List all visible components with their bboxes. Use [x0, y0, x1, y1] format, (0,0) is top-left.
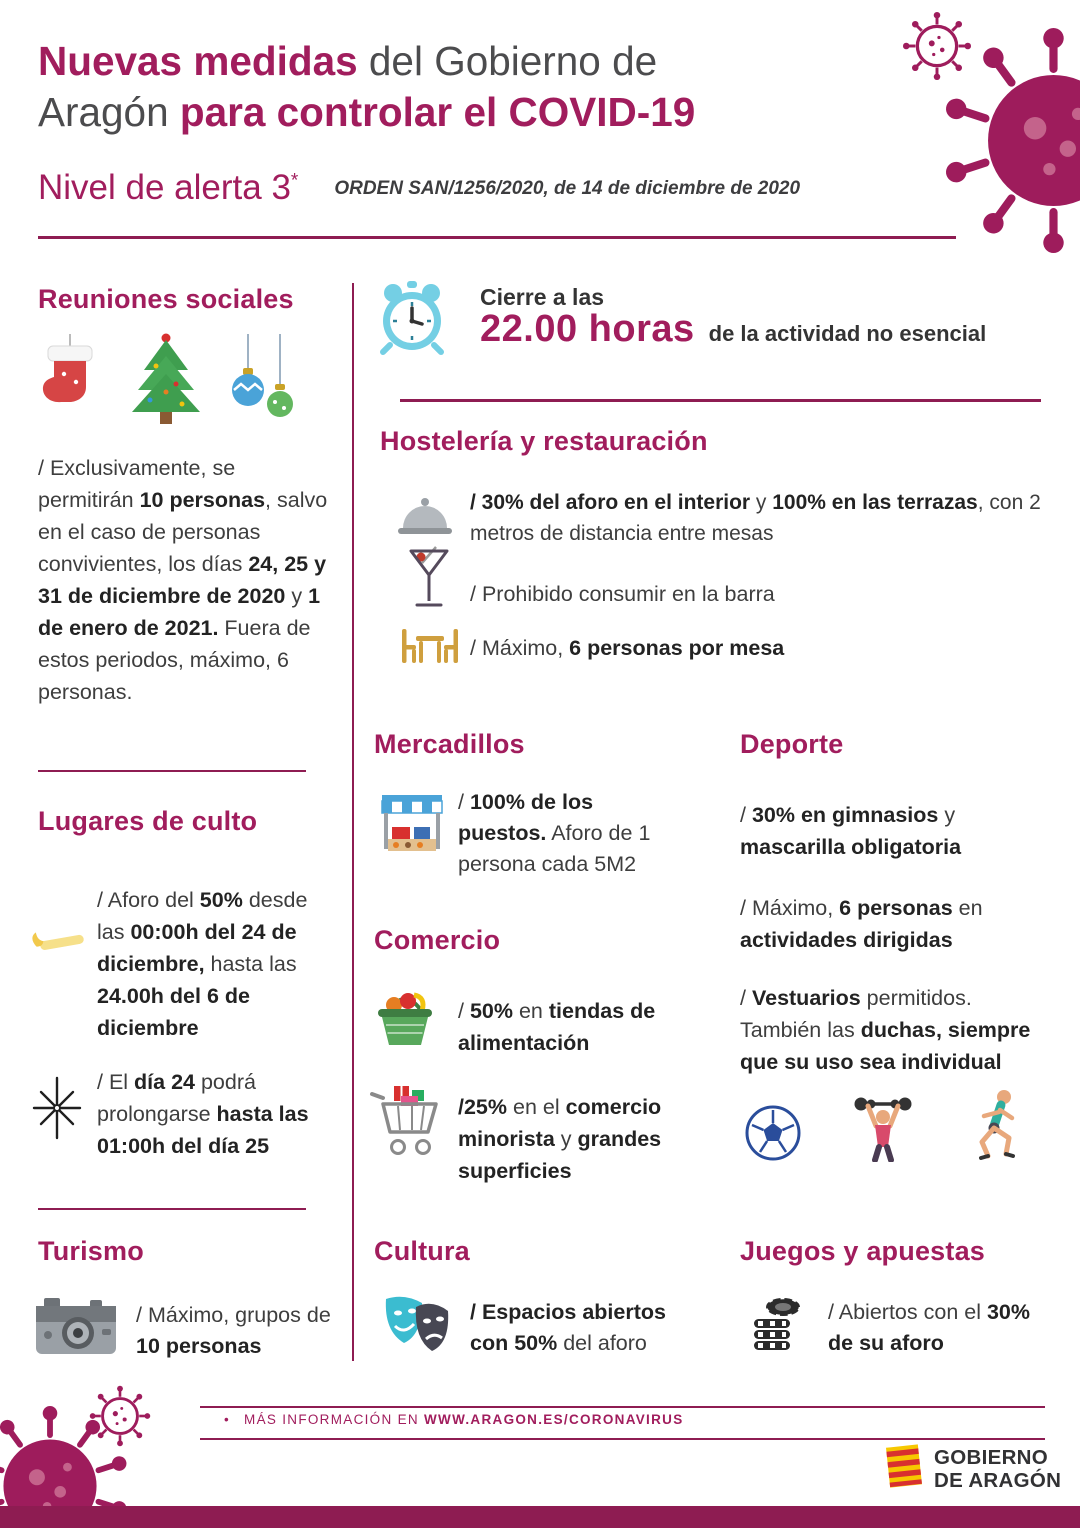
order-reference: ORDEN SAN/1256/2020, de 14 de diciembre de 2020: [334, 178, 801, 199]
section-title-deporte: Deporte: [740, 729, 844, 759]
top-divider: [400, 399, 1041, 402]
page-title-line2: Aragón para controlar el COVID-19: [38, 89, 696, 135]
camera-icon: [34, 1292, 118, 1363]
closing-time: 22.00 horas: [480, 308, 695, 350]
christmas-baubles-icon: [232, 334, 293, 417]
footer-info: [224, 1412, 684, 1427]
table-and-chairs-icon: [399, 627, 461, 672]
cocktail-glass-icon: [408, 545, 450, 616]
candle-icon: [24, 915, 88, 970]
culto-item-dia24: / El día 24 podrá prolongarse hasta las 01:00h del día 25: [97, 1070, 309, 1158]
comercio-item-minorista: /25% en el comercio minorista y grandes superficies: [458, 1095, 662, 1183]
section-title-juegos: Juegos y apuestas: [740, 1236, 986, 1266]
sport-icons-row: [744, 1088, 1022, 1167]
footer-bullet: •: [224, 1412, 231, 1427]
weight-lifter-icon: [848, 1090, 918, 1167]
reuniones-body-text: / Exclusivamente, se permitirán 10 personas, salvo en el caso de personas convivientes, los días 24, 25 y 31 de diciembre de 2020 y 1 de enero de 2021. Fuera de estos periodos, máximo, 6 personas.: [38, 456, 328, 704]
section-title-reuniones: Reuniones sociales: [38, 284, 294, 314]
section-title-turismo: Turismo: [38, 1236, 144, 1266]
left-divider-1: [38, 770, 306, 772]
aragon-flag-icon: [884, 1441, 924, 1496]
closing-suffix: de la actividad no esencial: [708, 321, 987, 346]
alert-level-row: [38, 168, 800, 208]
footer-divider-top: [200, 1406, 1045, 1408]
logo-line1: GOBIERNO: [934, 1445, 1049, 1469]
theater-masks-icon: [382, 1291, 454, 1360]
header-divider: [38, 236, 956, 239]
juegos-item: / Abiertos con el 30% de su aforo: [828, 1300, 1030, 1355]
culto-item-aforo: / Aforo del 50% desde las 00:00h del 24 de diciembre, hasta las 24.00h del 6 de diciembre: [97, 888, 308, 1040]
left-divider-2: [38, 1208, 306, 1210]
footer-info-prefix: MÁS INFORMACIÓN EN: [244, 1412, 419, 1427]
footer-info-url[interactable]: WWW.ARAGON.ES/CORONAVIRUS: [424, 1412, 684, 1427]
closing-intro: Cierre a las: [480, 284, 605, 310]
gobierno-aragon-logo: [884, 1441, 1061, 1496]
deporte-item-vestuarios: / Vestuarios permitidos. También las duchas, siempre que su uso sea individual: [740, 986, 1031, 1074]
deporte-item-actividades: / Máximo, 6 personas en actividades dirigidas: [740, 896, 983, 952]
vertical-divider: [352, 283, 354, 1361]
food-cloche-icon: [396, 492, 454, 545]
turismo-item: / Máximo, grupos de 10 personas: [136, 1303, 331, 1358]
page-title: [38, 36, 878, 138]
grocery-basket-icon: [372, 987, 438, 1056]
market-stall-icon: [380, 791, 444, 862]
section-title-hosteleria: Hostelería y restauración: [380, 426, 708, 456]
logo-text: [934, 1446, 1061, 1492]
alert-asterisk: *: [290, 170, 299, 192]
mercadillos-item: / 100% de los puestos. Aforo de 1 persona cada 5M2: [458, 790, 651, 876]
cultura-item: / Espacios abiertos con 50% del aforo: [470, 1300, 666, 1355]
footer-info-text: [244, 1412, 683, 1427]
shopping-cart-icon: [368, 1084, 442, 1169]
deporte-item-gimnasios: / 30% en gimnasios y mascarilla obligatoria: [740, 803, 962, 859]
christmas-icons: [32, 332, 300, 439]
section-title-cultura: Cultura: [374, 1236, 470, 1266]
closing-line: [480, 308, 986, 351]
casino-chips-icon: [746, 1291, 804, 1356]
hosteleria-item-mesa: / Máximo, 6 personas por mesa: [470, 636, 785, 660]
bottom-bar: [0, 1506, 1080, 1528]
hosteleria-item-aforo: / 30% del aforo en el interior y 100% en las terrazas, con 2 metros de distancia entre mesas: [470, 491, 1041, 545]
footer-divider-bottom: [200, 1438, 1045, 1440]
alarm-clock-icon: [374, 279, 450, 360]
alert-level-label: Nivel de alerta 3*: [38, 168, 299, 207]
section-title-culto: Lugares de culto: [38, 806, 258, 836]
section-title-comercio: Comercio: [374, 925, 501, 955]
coronavirus-icon: [893, 0, 1080, 255]
christmas-stocking-icon: [43, 334, 92, 402]
page-title-line1: Nuevas medidas del Gobierno de: [38, 38, 658, 84]
logo-line2: DE ARAGÓN: [934, 1468, 1062, 1492]
star-icon: [28, 1076, 86, 1145]
comercio-item-alimentacion: / 50% en tiendas de alimentación: [458, 999, 656, 1055]
hosteleria-item-barra: / Prohibido consumir en la barra: [470, 582, 775, 606]
christmas-tree-icon: [132, 334, 200, 425]
section-title-mercadillos: Mercadillos: [374, 729, 525, 759]
football-icon: [744, 1104, 802, 1167]
runner-icon: [964, 1088, 1022, 1167]
